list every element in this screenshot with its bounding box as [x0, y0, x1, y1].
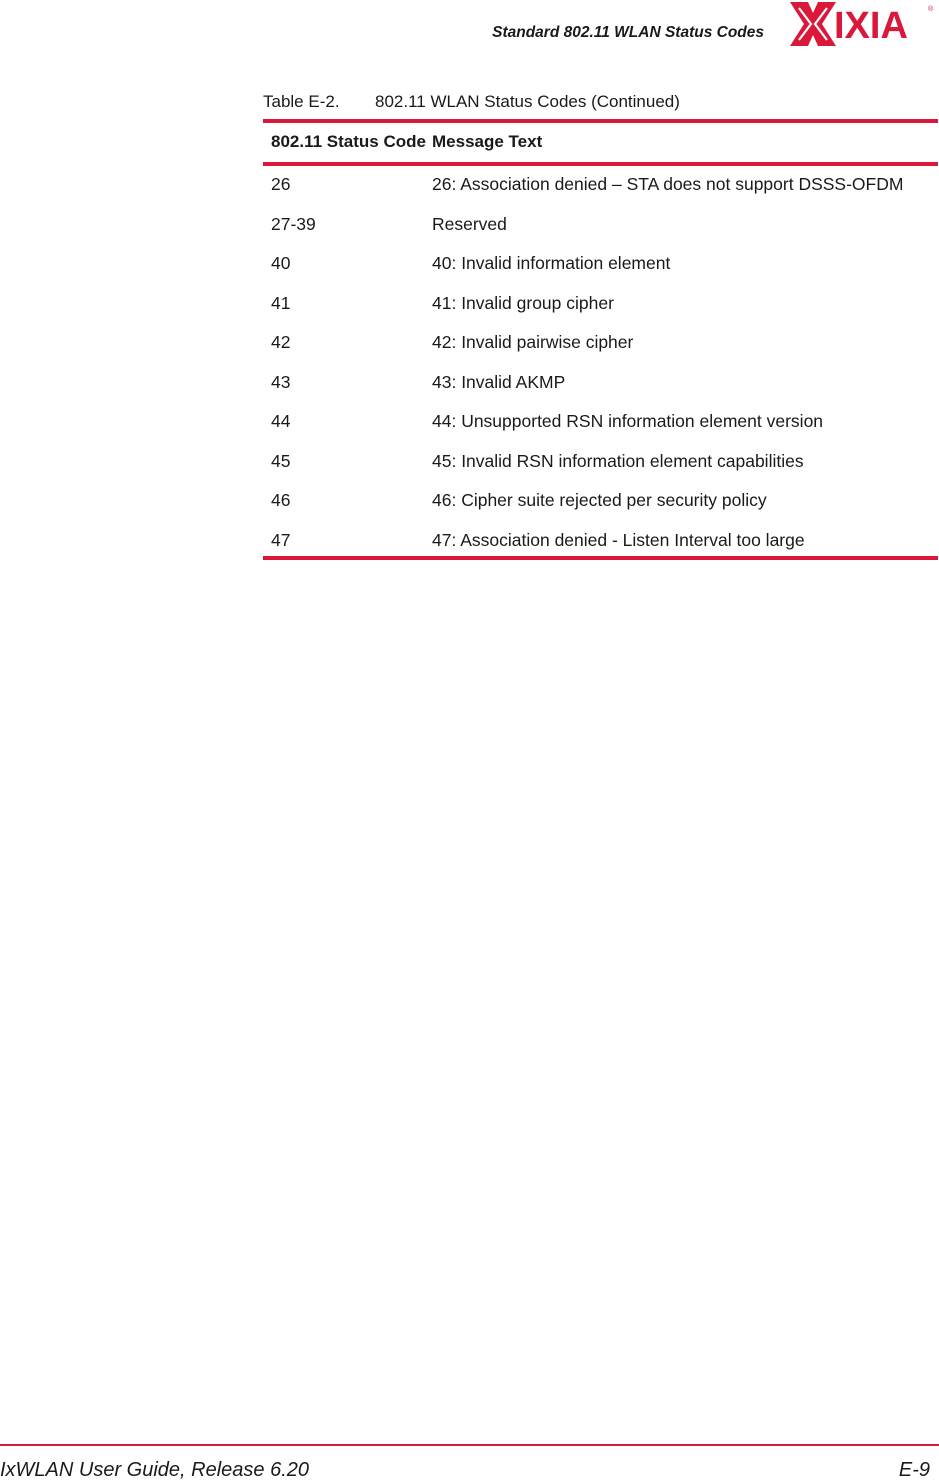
footer-guide-title: IxWLAN User Guide, Release 6.20 [0, 1459, 310, 1481]
message-text-cell: Reserved [432, 213, 507, 234]
message-text-cell: 43: Invalid AKMP [432, 371, 566, 392]
running-header-title: Standard 802.11 WLAN Status Codes [492, 24, 764, 41]
column-header-message-text: Message Text [432, 132, 543, 151]
table-header-row [263, 123, 938, 162]
footer-page-number: E-9 [898, 1459, 930, 1481]
ixia-x-mark-icon [790, 2, 836, 46]
column-header-status-code: 802.11 Status Code [271, 132, 426, 151]
status-code-cell: 46 [271, 490, 291, 510]
table-row [263, 369, 938, 409]
message-text-cell: 41: Invalid group cipher [432, 292, 614, 313]
status-code-cell: 42 [271, 332, 291, 352]
table-row [263, 329, 938, 369]
table-bottom-rule [263, 556, 938, 560]
status-code-cell: 41 [271, 292, 291, 313]
table-row [263, 408, 938, 448]
table-body [263, 166, 938, 556]
logo-wordmark: IXIA [834, 5, 908, 47]
table-row [263, 448, 938, 488]
table-caption [263, 92, 680, 112]
table-row [263, 211, 938, 251]
message-text-cell: 47: Association denied - Listen Interval too large [432, 529, 805, 550]
status-code-cell: 47 [271, 529, 291, 550]
table-row [263, 487, 938, 527]
table-row [263, 527, 938, 551]
message-text-cell: 45: Invalid RSN information element capabilities [432, 450, 804, 471]
status-codes-table [263, 119, 938, 560]
registered-mark: ® [928, 6, 934, 13]
status-code-cell: 40 [271, 253, 291, 273]
ixia-logo [786, 0, 938, 48]
message-text-cell: 26: Association denied – STA does not support DSSS-OFDM [432, 174, 904, 194]
message-text-cell: 46: Cipher suite rejected per security policy [432, 490, 767, 510]
table-row [263, 290, 938, 330]
status-code-cell: 44 [271, 411, 291, 431]
message-text-cell: 44: Unsupported RSN information element version [432, 411, 824, 431]
table-caption-number: Table E-2. [263, 92, 340, 111]
table-row [263, 250, 938, 290]
status-code-cell: 45 [271, 450, 291, 471]
status-code-cell: 27-39 [271, 213, 316, 234]
status-code-cell: 43 [271, 371, 291, 392]
table-caption-title: 802.11 WLAN Status Codes (Continued) [375, 92, 680, 111]
message-text-cell: 40: Invalid information element [432, 253, 671, 273]
table-row [263, 171, 938, 211]
status-code-cell: 26 [271, 174, 291, 194]
message-text-cell: 42: Invalid pairwise cipher [432, 332, 634, 352]
footer-rule [0, 1444, 939, 1446]
